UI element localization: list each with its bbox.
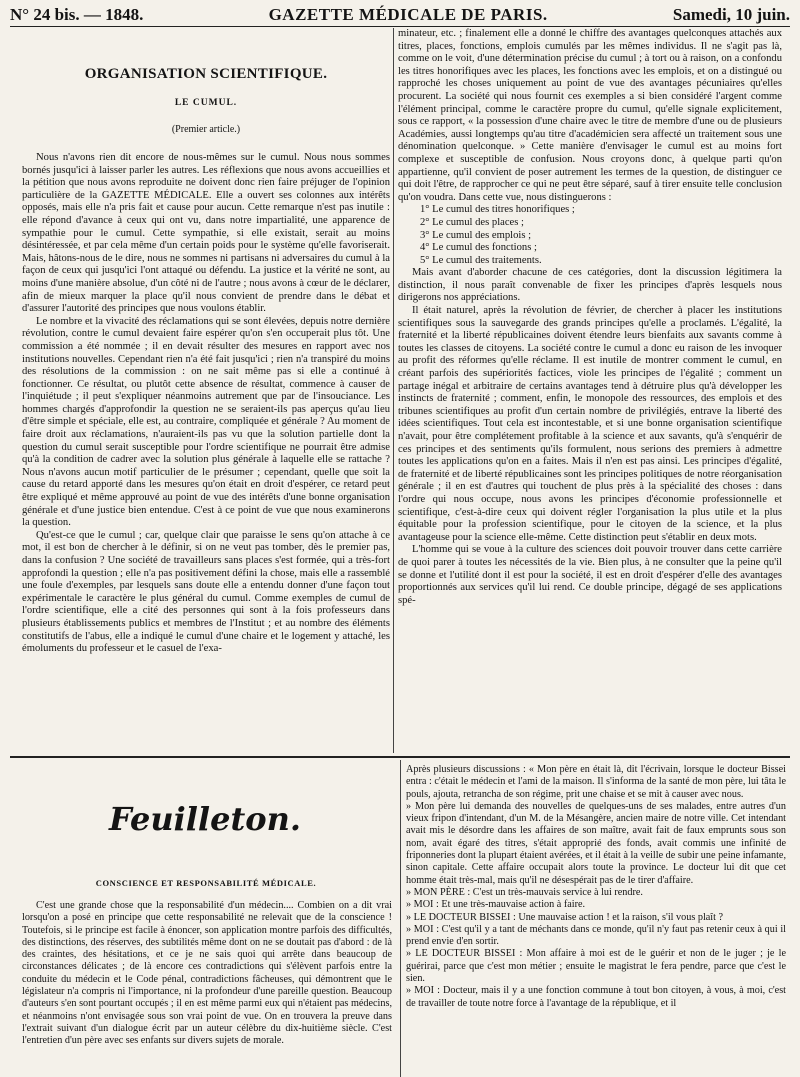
article-paragraph: Il était naturel, après la révolution de février, de chercher à placer les institutions scientifiques sous la sauvegarde des grands principes qu'elle a proclamés. L'égalité, la fraternité et la liberté républicaines doivent étendre leurs bienfaits aux savants comme à toutes les classes de citoyens. La société contre le cumul a donc eu raison de les invoquer au profit des réformes qu'elle réclame. Il est inutile de montrer comment le cumul, en créant parfois des supériorités factices, viole les principes de l'égalité ; comment un partage inégal et arbitraire de certains avantages tend à détruire plus qu'à développer les instincts de fraternité ; comment, enfin, le monopole des ressources, des emplois et des tribunes scientifiques au profit d'un certain nombre de privilégiés, entrave la liberté des idées scientifiques. Tout cela est incontestable, et si une bonne organisation scientifique n'avait, pour être complétement profitable à la science et aux savants, qu'à s'enquérir de ces principes et des sentiments qu'ils formulent, nous serions des premiers à admettre toutes les applications qu'on en a faites. Mais il n'en est pas ainsi. Les principes d'égalité, de fraternité et de liberté républicaines sont les principes politiques de notre réorganisation générale ; il en est d'autres qui touchent de plus près à la spécialité des choses : dans l'ordre qui nous occupe, nous avons les principes d'économie professionnelle et scientifique, c'est-à-dire ceux qui doivent régler l'organisation la plus utile et la plus équitable pour la profession scientifique, pour le citoyen de la science, et la plus avantageuse pour la science elle-même. Cette distinction peut s'établir en deux mots.: [398, 305, 782, 543]
list-item: 2° Le cumul des places ;: [420, 216, 524, 228]
article-subtitle: LE CUMUL.: [174, 98, 238, 108]
dialog-line: » MOI : C'est qu'il y a tant de méchants dans ce monde, qu'il n'y faut pas retenir ceux à qui il prend envie d'en sortir.: [406, 923, 786, 948]
article-left-column: [22, 152, 390, 742]
feuilleton-paragraph: C'est une grande chose que la responsabilité d'un médecin.... Combien on a dit vrai lorsqu'on a posé en principe que cette responsabilité ne relevait que de la conscience ! Toutefois, si le principe est facile à énoncer, son application montre parfois des difficultés, des distinctions, des réserves, des subtilités même dont on ne se doutait pas d'abord : de là des craintes, des hésitations, et ce je ne sais quoi qui arrête dans beaucoup de circonstances délicates ; de là encore ces contradictions qui s'élèvent parfois entre la conduite du médecin et le Code pénal, contradictions fâcheuses, qui démontrent que le législateur n'a compris ni l'importance, ni la profondeur d'une pareille question. Beaucoup d'auteurs s'en sont pourtant occupés ; il en est même parmi eux qui n'étaient pas médecins, et néanmoins n'ont envisagée sous son vrai point de vue. On en trouvera la preuve dans l'extrait suivant d'un dialogue écrit par un auteur célèbre du dix-huitième siècle. C'est l'entretien d'un père avec ses enfants sur divers sujets de morale.: [22, 900, 392, 1047]
article-paragraph: minateur, etc. ; finalement elle a donné le chiffre des avantages quelconques attachés aux titres, places, fonctions, emplois cumulés par les mêmes individus. Il ne s'agit pas là, comme on le voit, d'une détermination précise du cumul ; à tort ou à raison, on a confondu les titres honorifiques avec les places, les fonctions avec les emplois, et on a distingué ou rapproché les choses uniquement au point de vue des avantages pécuniaires qu'elles procurent. La société qui nous fournit ces exemples a si bien considéré l'argent comme l'élément principal, comme le caractère propre du cumul, qu'elle signale explicitement, sous ce rapport, « la possession d'une chaire avec le titre de membre d'une ou de plusieurs Académies, aussi longtemps qu'au titre d'académicien sera affecté un traitement sous une dénomination quelconque. » Cette manière d'envisager le cumul est au moins fort complexe et susceptible de confusion. Nous croyons donc, à quelque parti qu'on appartienne, qu'il convient de poser autrement les termes de la question, de distinguer ce qui doit l'être, de rapprocher ce qui ne peut être séparé, sauf à tirer ensuite telle conclusion qu'on voudra. Dans cette vue, nous distinguerons :: [398, 28, 782, 203]
article-note: (Premier article.): [171, 124, 241, 135]
section-title: ORGANISATION SCIENTIFIQUE.: [84, 66, 328, 82]
article-paragraph: Mais avant d'aborder chacune de ces catégories, dont la discussion légitimera la distinction, il nous paraît convenable de fixer les principes d'après lesquels nous dirigerons nos appréciations.: [398, 267, 782, 304]
dialog-line: » LE DOCTEUR BISSEI : Mon affaire à moi est de le guérir et non de le juger ; je le guérirai, parce que c'est mon métier ; ensuite le magistrat le fera pendre, parce que c'est le sien.: [406, 948, 786, 985]
list-item: 4° Le cumul des fonctions ;: [420, 242, 537, 254]
article-paragraph: Nous n'avons rien dit encore de nous-mêmes sur le cumul. Nous nous sommes bornés jusqu'ici à laisser parler les autres. Les réflexions que nous avons accueillies et la pétition que nous avons reproduite ne doivent donc rien faire préjuger de l'opinion particulière de la GAZETTE MÉDICALE. Elle a ouvert ses colonnes aux intérêts opposés, mais elle n'a pris fait et cause pour aucun. Cette remarque n'est pas inutile : elle répond d'avance à ceux qui ont vu, dans notre impartialité, une apparence de sympathie pour le cumul. Cette sympathie, si elle existait, serait au moins désintéressée, et par cela même d'un certain poids pour le système qu'elle favoriserait. Mais, hâtons-nous de le dire, nous ne sommes ni partisans ni adversaires du cumul à la façon de ceux qui jusqu'ici l'ont attaqué ou défendu. La justice et la vérité ne sont, au moins d'une manière absolue, d'un côté ni de l'autre ; nous avons à cœur de le déclarer, afin de mieux marquer la place qu'il nous convient de prendre dans le débat et d'assurer l'autorité des principes que nous voulons établir.: [22, 152, 390, 315]
list-item: 5° Le cumul des traitements.: [420, 254, 542, 266]
column-divider: [393, 28, 394, 753]
feuilleton-paragraph: Après plusieurs discussions : « Mon père en était là, dit l'écrivain, lorsque le docteur Bissei entra : c'était le médecin et l'ami de la maison. Il s'informa de la santé de mon père, lui tâta le pouls, ajouta, retrancha de son régime, prit une chaise et se mit à causer avec nous.: [406, 764, 786, 800]
article-paragraph: L'homme qui se voue à la culture des sciences doit pouvoir trouver dans cette carrière de quoi parer à toutes les nécessités de la vie. Bien plus, à ne consulter que la peine qu'il se donne et l'utilité dont il est pour la société, il est en droit d'espérer d'elle des avantages proportionnés aux services qu'il lui rend. Ce double principe, dégagé de ses applications spé-: [398, 544, 782, 606]
list-item: 1° Le cumul des titres honorifiques ;: [420, 204, 575, 216]
newspaper-title: GAZETTE MÉDICALE DE PARIS.: [268, 5, 548, 24]
feuilleton-right-column: [406, 764, 786, 1072]
article-right-column: [398, 28, 782, 753]
feuilleton-left-column: [22, 900, 392, 1072]
issue-date: Samedi, 10 juin.: [672, 5, 790, 24]
feuilleton-title: Feuilleton.: [109, 800, 301, 838]
dialog-line: » MOI : Et une très-mauvaise action à faire.: [406, 899, 586, 911]
list-item: 3° Le cumul des emplois ;: [420, 229, 532, 241]
dialog-line: » LE DOCTEUR BISSEI : Une mauvaise action ! et la raison, s'il vous plaît ?: [406, 911, 724, 923]
column-divider: [400, 760, 401, 1077]
dialog-line: » MOI : Docteur, mais il y a une fonction commune à tout bon citoyen, à vous, à moi, c'est de travailler de toute notre force à l'avantage de la république, et il: [406, 985, 786, 1009]
feuilleton-divider: [10, 756, 790, 758]
article-paragraph: Le nombre et la vivacité des réclamations qui se sont élevées, depuis notre dernière révolution, contre le cumul devaient faire espérer qu'on s'en occuperait plus tôt. Une commission a été nommée ; il en devait résulter des mesures en rapport avec nos institutions nouvelles. Cependant rien n'a été fait jusqu'ici ; rien n'a transpiré du moins des résolutions de la commission : on ne sait même pas si elle a continué à fonctionner. Ce résultat, ou plutôt cette absence de résultat, commence à causer de l'inquiétude ; il peut s'expliquer néanmoins autrement que par de l'insouciance. Les hommes chargés d'approfondir la question ne se seraient-ils pas aperçus qu'au lieu d'être simple et spéciale, elle est, au contraire, compliquée et générale ? Au moment de faire droit aux réclamations, n'auraient-ils pas vu que la solution partielle dont la question du cumul serait susceptible pour l'ordre scientifique ne pourrait être admise qu'à la condition de cadrer avec la solution plus générale à laquelle elle se rattache ? Nous n'avons aucun motif particulier de le présumer ; cependant, quelle que soit la cause du retard apporté dans les mesures qu'on était en droit d'espérer, ce retard peut être expliqué et même approuvé au point de vue des intérêts d'une bonne organisation générale et d'une justice bien entendue. C'est à ce point de vue que nous examinerons la question.: [22, 315, 390, 529]
article-paragraph: Qu'est-ce que le cumul ; car, quelque clair que paraisse le sens qu'on attache à ce mot, il est bon de chercher à le définir, si on ne veut pas tomber, dès le premier pas, dans la confusion ? Une société de travailleurs sans places s'est formée, qui a très-fort approfondi la question ; elle n'a pas positivement défini la chose, mais elle a rassemblé une foule d'exemples, par lesquels sans doute elle a entendu donner d'une façon tout expérimentale le caractère le plus général du cumul. Comme exemples de cumul de l'ordre scientifique, elle a cité des personnes qui sont à la fois professeurs dans plusieurs établissements publics et membres de l'Institut ; et au nombre des éléments constitutifs de l'abus, elle a indiqué le cumul d'une chaire et le logement y attaché, les émoluments du professeur et le casuel de l'exa-: [22, 529, 390, 655]
masthead: [10, 4, 790, 27]
feuilleton-paragraph: » Mon père lui demanda des nouvelles de quelques-uns de ses malades, entre autres d'un vieux fripon d'intendant, d'un M. de la Mésangère, ancien maire de notre ville. Cet intendant avait mis le désordre dans les affaires de son maître, avait fait de faux emprunts sous son nom, avait égaré des titres, s'était approprié des fonds, avait commis une infinité de friponneries dont la plupart étaient avérées, et il était à la veille de subir une peine infamante, sinon capitale. Cette affaire occupait alors toute la province. Le docteur lui dit que cet homme était très-mal, mais qu'il ne désespérait pas de le tirer d'affaire.: [406, 800, 786, 886]
dialog-line: » MON PÈRE : C'est un très-mauvais service à lui rendre.: [406, 886, 643, 898]
issue-number: N° 24 bis. — 1848.: [10, 5, 144, 24]
feuilleton-subtitle: CONSCIENCE ET RESPONSABILITÉ MÉDICALE.: [95, 878, 317, 888]
